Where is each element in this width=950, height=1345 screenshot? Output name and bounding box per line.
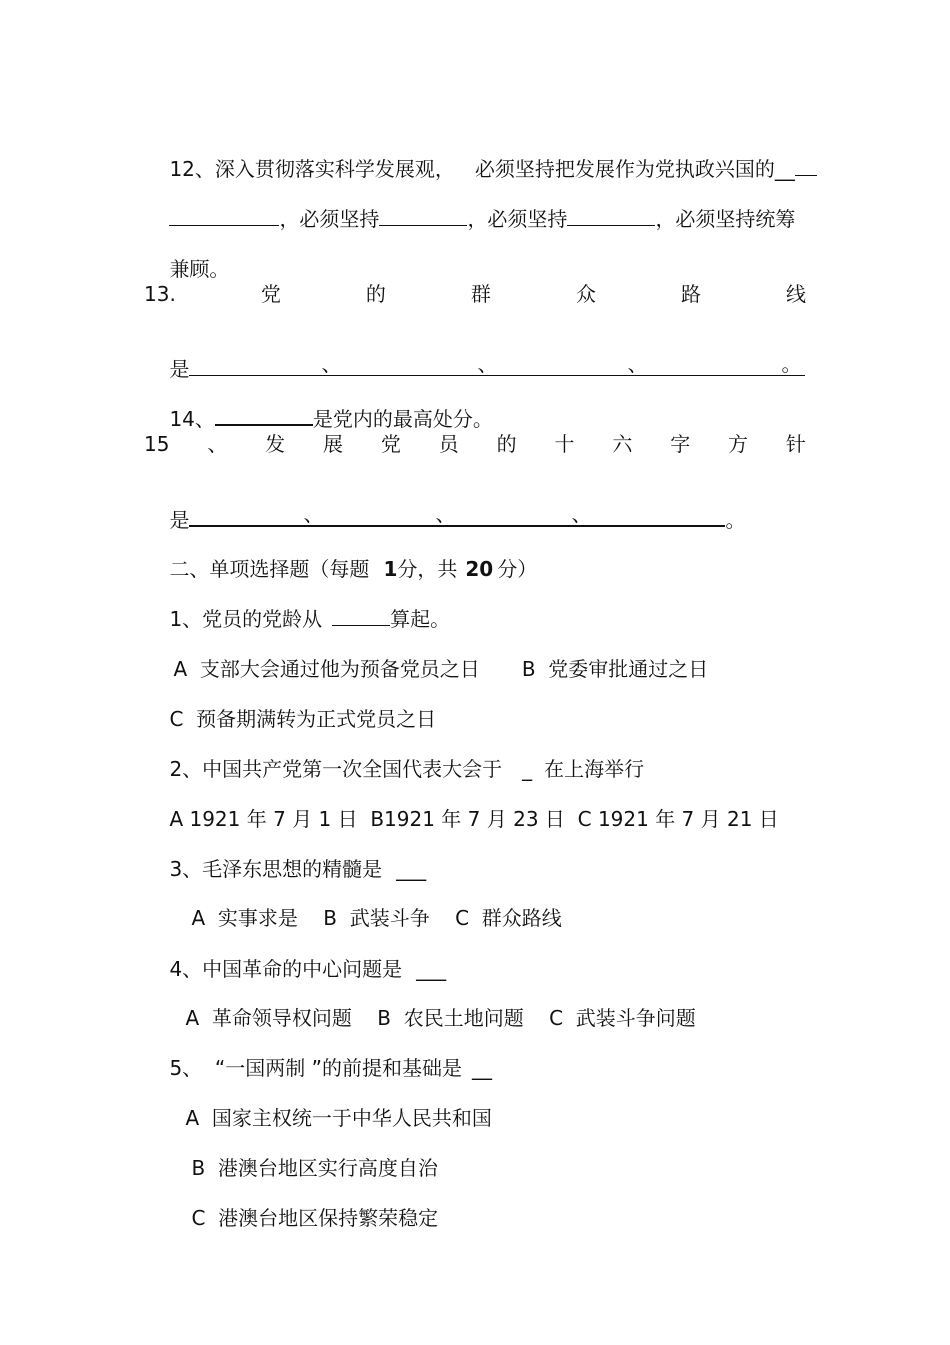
mc5-option-b-line xyxy=(166,1129,438,1180)
q12-blank-start: __ xyxy=(774,157,795,181)
q12-line-2 xyxy=(144,180,796,231)
q13-word: 路 xyxy=(680,282,701,306)
q14-blank xyxy=(215,424,313,426)
q15-line-1 xyxy=(144,431,806,457)
mc1-blank xyxy=(332,625,390,626)
mc5-question xyxy=(144,1029,492,1080)
mc4-text: 4、中国革命的中心问题是 xyxy=(169,957,403,981)
mc3-blank: ___ xyxy=(396,857,427,881)
q15-end: 。 xyxy=(725,508,746,532)
q13-sep: 、 xyxy=(477,352,498,376)
mc4-option-list: A 革命领导权问题 B 农民土地问题 C 武装斗争问题 xyxy=(185,1006,696,1030)
q15-word: 十 xyxy=(554,432,575,456)
q12-text-e: ，必须坚持统筹 xyxy=(655,207,796,231)
mc2-options xyxy=(144,780,779,831)
q13-line-1 xyxy=(144,281,806,307)
mc3-option-list: A 实事求是 B 武装斗争 C 群众路线 xyxy=(191,906,562,930)
mc5-blank: __ xyxy=(471,1056,492,1080)
mc5-text: 5、 “一国两制 ”的前提和基础是 xyxy=(169,1056,462,1080)
section-2-total: 20 xyxy=(465,557,494,581)
q15-word: 党 xyxy=(380,432,401,456)
section-2-text: 分） xyxy=(497,557,538,581)
q13-sep: 、 xyxy=(627,352,648,376)
section-2-text: 二、单项选择题（每题 xyxy=(169,557,370,581)
mc1-option-c: C 预备期满转为正式党员之日 xyxy=(169,707,437,731)
q13-word: 众 xyxy=(575,282,596,306)
q14-line xyxy=(144,380,493,431)
section-2-points: 1 xyxy=(383,557,398,581)
mc1-question xyxy=(144,580,451,631)
q12-text-d: ，必须坚持 xyxy=(467,207,568,231)
mc4-question xyxy=(144,930,447,981)
mc1-option-a: A 支部大会通过他为预备党员之日 xyxy=(173,657,480,681)
mc4-options xyxy=(160,979,696,1030)
q12-blank-1b xyxy=(169,225,279,226)
mc3-question xyxy=(144,830,427,881)
mc1-options xyxy=(148,630,709,681)
q12-text-a: 12、深入贯彻落实科学发展观， xyxy=(169,157,455,181)
q15-sep: 、 xyxy=(303,502,324,526)
q15-word: 展 xyxy=(323,432,344,456)
q13-line-2 xyxy=(144,330,805,381)
q15-sep: 、 xyxy=(435,502,456,526)
q13-blank xyxy=(189,352,805,376)
q13-prefix: 是 xyxy=(169,357,190,381)
q15-sep: 、 xyxy=(571,502,592,526)
q12-blank-2 xyxy=(379,225,467,226)
q15-blank xyxy=(189,502,725,527)
mc5-option-c-line xyxy=(166,1179,439,1230)
mc2-option-list: A 1921 年 7 月 1 日 B1921 年 7 月 23 日 C 1921 年 7 月 21 日 xyxy=(169,807,779,831)
q13-word: 党 xyxy=(260,282,281,306)
q12-blank-1a xyxy=(795,175,817,176)
q15-word: 方 xyxy=(728,432,749,456)
q15-word: 发 xyxy=(265,432,286,456)
mc5-option-a-line xyxy=(160,1079,492,1130)
q15-word: 字 xyxy=(670,432,691,456)
q14-text: 是党内的最高处分。 xyxy=(312,407,493,431)
q15-word: 、 xyxy=(207,432,228,456)
mc2-blank: _ xyxy=(522,757,533,781)
mc1-text: 算起。 xyxy=(390,607,451,631)
mc2-question xyxy=(144,730,645,781)
q12-text-c: ，必须坚持 xyxy=(279,207,380,231)
mc3-text: 3、毛泽东思想的精髓是 xyxy=(169,857,383,881)
q12-line-3 xyxy=(144,230,230,281)
section-2-text: 分，共 xyxy=(397,557,458,581)
q15-word: 的 xyxy=(496,432,517,456)
q12-text-b: 必须坚持把发展作为党执政兴国的 xyxy=(474,157,775,181)
q13-word: 群 xyxy=(470,282,491,306)
section-2-heading xyxy=(144,530,538,581)
q15-word: 六 xyxy=(612,432,633,456)
q15-word: 针 xyxy=(785,432,806,456)
mc3-options xyxy=(166,879,562,930)
q15-word: 15 xyxy=(144,432,170,456)
q14-num: 14、 xyxy=(169,407,215,431)
q15-word: 员 xyxy=(438,432,459,456)
mc5-option-a: A 国家主权统一于中华人民共和国 xyxy=(185,1106,492,1130)
mc2-text: 在上海举行 xyxy=(544,757,645,781)
q13-end: 。 xyxy=(781,352,802,376)
mc4-blank: ___ xyxy=(416,957,447,981)
q15-prefix: 是 xyxy=(169,508,190,532)
q15-line-2 xyxy=(144,481,746,532)
mc2-text: 2、中国共产党第一次全国代表大会于 xyxy=(169,757,503,781)
q12-line-1 xyxy=(144,130,817,181)
mc5-option-c: C 港澳台地区保持繁荣稳定 xyxy=(191,1206,439,1230)
q13-sep: 、 xyxy=(321,352,342,376)
q13-word: 13. xyxy=(144,282,176,306)
mc1-text: 1、党员的党龄从 xyxy=(169,607,323,631)
q12-text-f: 兼顾。 xyxy=(169,257,230,281)
q13-word: 的 xyxy=(365,282,386,306)
q12-blank-3 xyxy=(567,225,655,226)
q13-word: 线 xyxy=(786,282,806,306)
mc5-option-b: B 港澳台地区实行高度自治 xyxy=(191,1156,438,1180)
mc1-option-b: B 党委审批通过之日 xyxy=(521,657,709,681)
mc1-option-c-line xyxy=(144,680,437,731)
